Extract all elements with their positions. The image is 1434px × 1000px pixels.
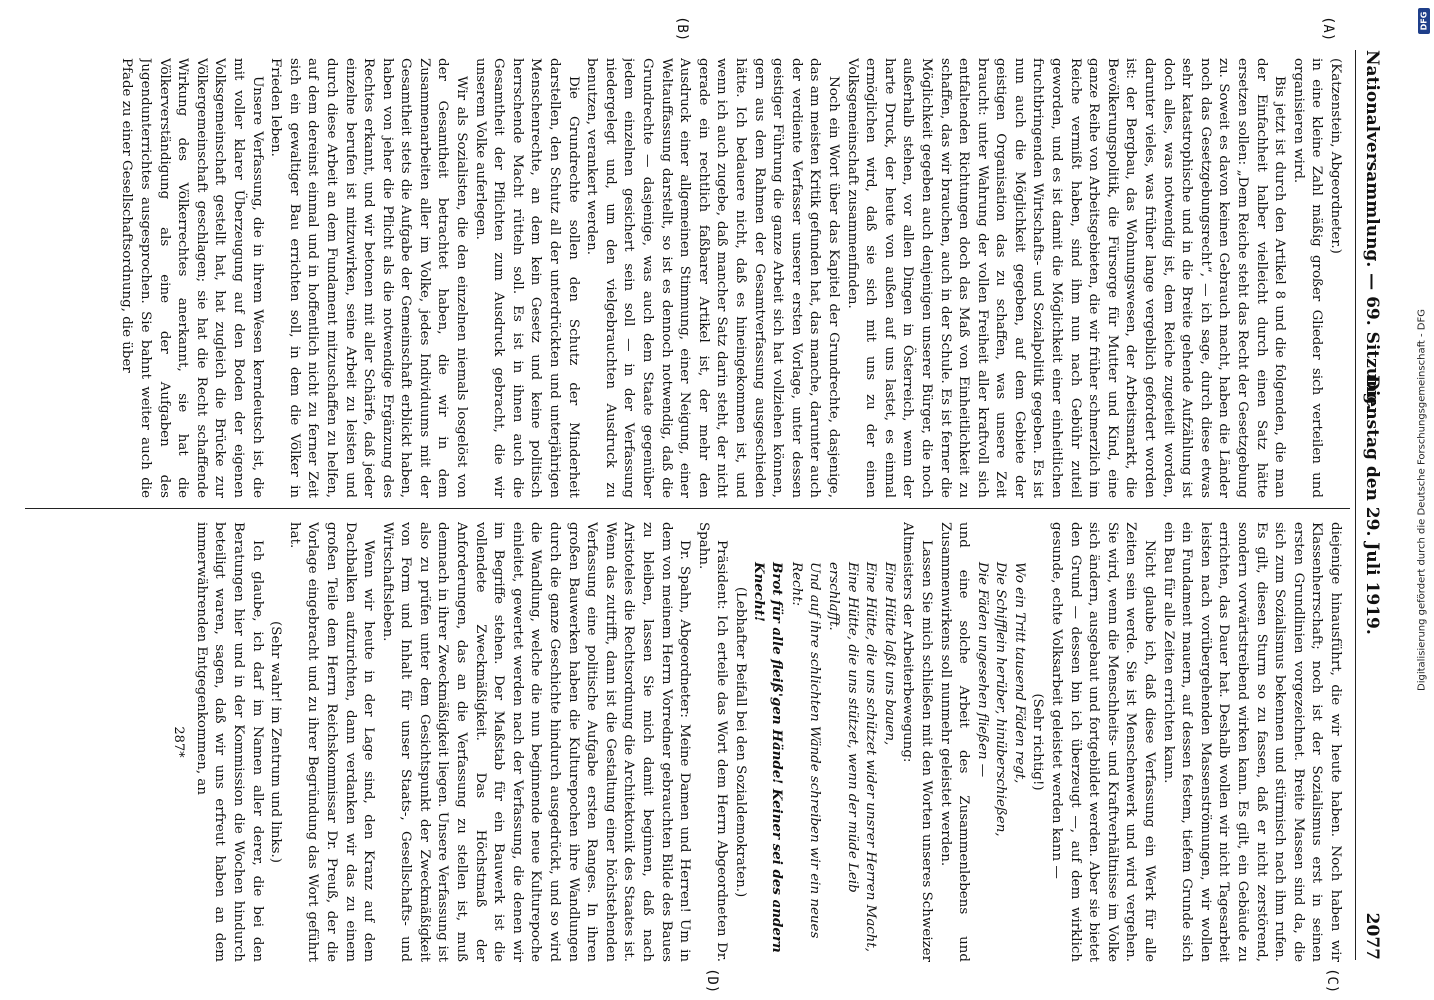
margin-mark-b: (B) [674,16,690,42]
interjection: (Sehr richtig!) [1030,693,1046,791]
dfg-logo [1418,8,1430,34]
digitization-credit [1414,8,1430,992]
interjection: (Sehr wahr! im Zentrum und links.) [268,621,284,863]
header-left: Nationalversammlung. — 69. Sitzung. [1362,50,1382,411]
poem-line: Eine Hütte, die uns stützet, wenn der müde Leib erschlafft. [825,562,860,893]
column-divider [25,508,1350,509]
sheet-number: 287* [171,726,187,758]
page-header [1360,50,1382,960]
dfg-logo-text: DFG [1419,11,1429,31]
margin-mark-d: (D) [704,968,720,994]
paragraph: und eine solche Arbeit des Zusammenlebens und Zusammenwirkens soll nunmehr geleistet werden. [937,522,972,962]
applause: (Lebhafter Beifall bei den Sozialdemokraten.) [733,586,748,898]
header-rule [1355,50,1356,960]
paragraph: in eine kleine Zahl mäßig großer Glieder sich verteilen und organisieren wird. [1290,58,1325,498]
paragraph: Wir als Sozialisten, die den einzelnen niemals losgelöst von der Gesamtheit betrachtet haben, die wir in dem Zusammenarbeiten aller im Volke, jedes Individuums mit der Gesamtheit stets die Aufgabe der Gemeinschaft erblickt haben, haben von jeher die Pflicht als die notwendige Ergänzung des Rechtes erkannt, und wir betonen mit aller Schärfe, daß jeder einzelne berufen ist mitzuwirken, seine Arbeit zu leisten und durch diese Arbeit an dem Fundament mitzuschaffen zu helfen, auf dem dereinst einmal und in hoffentlich nicht zu ferner Zeit sich ein gewaltiger Bau errichten soll, in dem die Völker in Frieden leben. [268,58,470,498]
verse-line: Wo ein Tritt tausend Fäden regt, [1011,562,1027,784]
page-number: 2077 [1362,912,1382,960]
poem-line: Eine Hütte laßt uns bauen, [881,562,897,746]
speaker-line: (Katzenstein, Abgeordneter.) [1328,58,1343,254]
poem-line: Eine Hütte, die uns schützet wider unsrer Herren Macht, [863,562,879,953]
president-line: Präsident: Ich erteile das Wort dem Herrn Abgeordneten Dr. Spahn. [695,522,730,962]
poem-line: Brot für alle fleiß'gen Hände! Keiner sei des andern Knecht! [750,562,786,953]
verse-line: Die Schifflein herüber, hinüberschießen, [993,562,1009,837]
paragraph: Dr. Spahn, Abgeordneter: Meine Damen und Herren! Um in dem von meinem Herrn Vorredner gebrauchten Bilde des Baues zu bleiben, lassen Sie mich damit beginnen, daß nach Aristoteles die Rechtsordnung die Architektonik des Staates ist. Wenn das zutrifft, dann ist die Gestaltung einer höchstehenden Verfassung eine politische Aufgabe ersten Ranges. In ihren großen Bauwerken haben die Kulturepochen ihre Wandlungen durch die ganze Geschichte hindurch ausgedrückt, und so wird die Wandlung, welche die nun beginnende neue Kulturepoche einleitet, gewertet werden nach der Verfassung, die denen wir im Begriffe stehen. Der Maßstab für ein Bauwerk ist die vollendete Zweckmäßigkeit. Das Höchstmaß der Anforderungen, das an die Verfassung zu stellen ist, muß demnach in ihrer Zweckmäßigkeit liegen. Unsere Verfassung ist also zu prüfen unter dem Gesichtspunkt der Zweckmäßigkeit von Form und Inhalt für unser Staats-, Gesellschafts- und Wirtschaftsleben. [379,522,693,962]
verse-line: Die Fäden ungesehen fließen — [974,562,990,778]
margin-mark-a: (A) [1320,16,1336,42]
header-date: Dienstag den 29. Juli 1919. [1362,375,1382,635]
right-column [24,522,1344,962]
paragraph: Wenn wir heute in der Lage sind, den Kranz auf dem Dachbalken aufzurichten, dann verdanken wir das zu einem großen Teile dem Herrn Reichskommissar Dr. Preuß, der die Vorlage eingebracht und zu ihrer Begründung das Wort geführt hat. [286,522,377,962]
paragraph: Lassen Sie mich schließen mit den Worten unseres Schweizer Altmeisters der Arbeiterbewegung: [900,522,934,962]
paragraph: Unsere Verfassung, die in ihrem Wesen kerndeutsch ist, die mit voller klarer Überzeugung auf den Boden der eigenen Volksgemeinschaft gestellt hat, hat zugleich die Brücke zur Völkergemeinschaft geschlagen; sie hat die Recht schaffende Wirkung des Völkerrechtes anerkannt, sie hat die Völkerverständigung als eine der Aufgaben des Jugendunterrichtes ausgesprochen. Sie bahnt weiter auch die Pfade zu einer Gesellschaftsordnung, die über [119,58,265,498]
paragraph: Ich glaube, ich darf im Namen aller derer, die bei den Beratungen hier und in der Kommission die Wochen hindurch beteiligt waren, sagen, daß wir uns erfreut haben an dem immerwährenden Entgegenkommen, an [193,522,265,962]
paragraph: Nicht glaube ich, daß diese Verfassung ein Werk für alle Zeiten sein werde. Sie ist Menschenwerk und wird vergehen. Sie wird, wenn die Menschheits- und Kraftverhältnisse im Volke sich ändern, ausgebaut und fortgebildet werden. Aber sie bietet den Grund — dessen bin ich überzeugt —, auf dem wirklich gesunde, echte Volksarbeit geleistet werden kann — [1049,522,1158,962]
poem-line: Und auf ihre schlichten Wände schreiben wir ein neues Recht: [788,562,823,939]
left-column [24,58,1344,498]
paragraph: Die Grundrechte sollen den Schutz der Minderheit darstellen, den Schutz all der unterdrückten und unterjährigen Menschenrechte, an dem kein Gesetz und keine politisch herrschende Macht rütteln soll. Es ist in ihnen auch die Gesamtheit der Pflichten zum Ausdruck gebracht, die wir unserem Volke auferlegen. [472,58,581,498]
paragraph: Bis jetzt ist durch den Artikel 8 und die folgenden, die man der Einfachheit halber vielleicht durch einen Satz hätte ersetzen sollen: „Dem Reiche steht das Recht der Gesetzgebung zu. Soweit es davon keinen Gebrauch macht, haben die Länder noch das Gesetzgebungsrecht“, — ich sage, durch diese etwas sehr katastrophische und in die Breite gehende Aufzählung ist doch alles, was notwendig ist, dem Reiche zugeteilt worden, darunter vieles, was früher lange vergeblich gefordert worden ist: der Bergbau, das Wohnungswesen, der Arbeitsmarkt, die Bevölkerungspolitik, die Fürsorge für Mutter und Kind, eine ganze Reihe von Arbeitsgebieten, die wir früher schmerzlich im Reiche vermißt haben, sind ihm nun nach Gebühr zuteil geworden, und es ist damit die Möglichkeit einer einheitlichen fruchtbringenden Wirtschafts- und Sozialpolitik gegeben. Es ist nun auch die Möglichkeit gegeben, auf dem Gebiete der geistigen Organisation das zu schaffen, was unsere Zeit braucht: unter Wahrung der vollen Freiheit aller kraftvoll sich entfaltenden Richtungen doch das Maß von Einheitlichkeit zu schaffen, das wir brauchen, auch in der Schule. Es ist ferner die Möglichkeit gegeben auch denjenigen unserer Bürger, die noch außerhalb stehen, vor allen Dingen in Österreich, wenn der harte Druck, der heute von außen auf uns lastet, es einmal ermöglichen wird, daß sie sich mit uns zu der einen Volksgemeinschaft zusammenfinden. [844,58,1288,498]
paragraph: Noch ein Wort über das Kapitel der Grundrechte, dasjenige, das am meisten Kritik gefunden hat, das manche, darunter auch der verdiente Verfasser unserer ersten Vorlage, unter dessen geistiger Führung die ganze Arbeit sich hat vollziehen können, gern aus dem Rahmen der Gesamtverfassung ausgeschieden hätte. Ich bedauere nicht, daß es hineingekommen ist, und wenn ich auch zugebe, daß mancher Satz darin steht, der nicht gerade ein rechtlich faßbarer Artikel ist, der mehr den Ausdruck einer allgemeinen Stimmung, einer Neigung, einer Weltauffassung darstellt, so ist es dennoch notwendig, daß die Grundrechte — dasjenige, was auch dem Staate gegenüber jedem einzelnen gesichert sein soll — in der Verfassung niedergelegt und, um den vielgebrauchten Ausdruck zu benutzen, verankert werden. [584,58,841,498]
paragraph: diejenige hinausführt, die wir heute haben. Noch haben wir Klassenherrschaft; noch ist der Sozialismus erst in seinen ersten Grundlinien vorgezeichnet. Breite Massen sind da, die sich zum Sozialismus bekennen und stürmisch nach ihm rufen. Es gilt, diesen Sturm so zu fassen, daß er nicht zerstörend, sondern vorwärtstreibend wirken kann. Es gilt, ein Gebäude zu errichten, das Dauer hat. Deshalb wollen wir nicht Tagesarbeit leisten nach vorübergehenden Massenströmungen, wir wollen ein Fundament mauern, auf dessen festem, tiefem Grunde sich ein Bau für alle Zeiten errichten kann. [1160,522,1343,962]
margin-mark-c: (C) [1324,968,1340,994]
credit-text: Digitalisierung gefördert durch die Deutsche Forschungsgemeinschaft - DFG [1416,308,1428,692]
